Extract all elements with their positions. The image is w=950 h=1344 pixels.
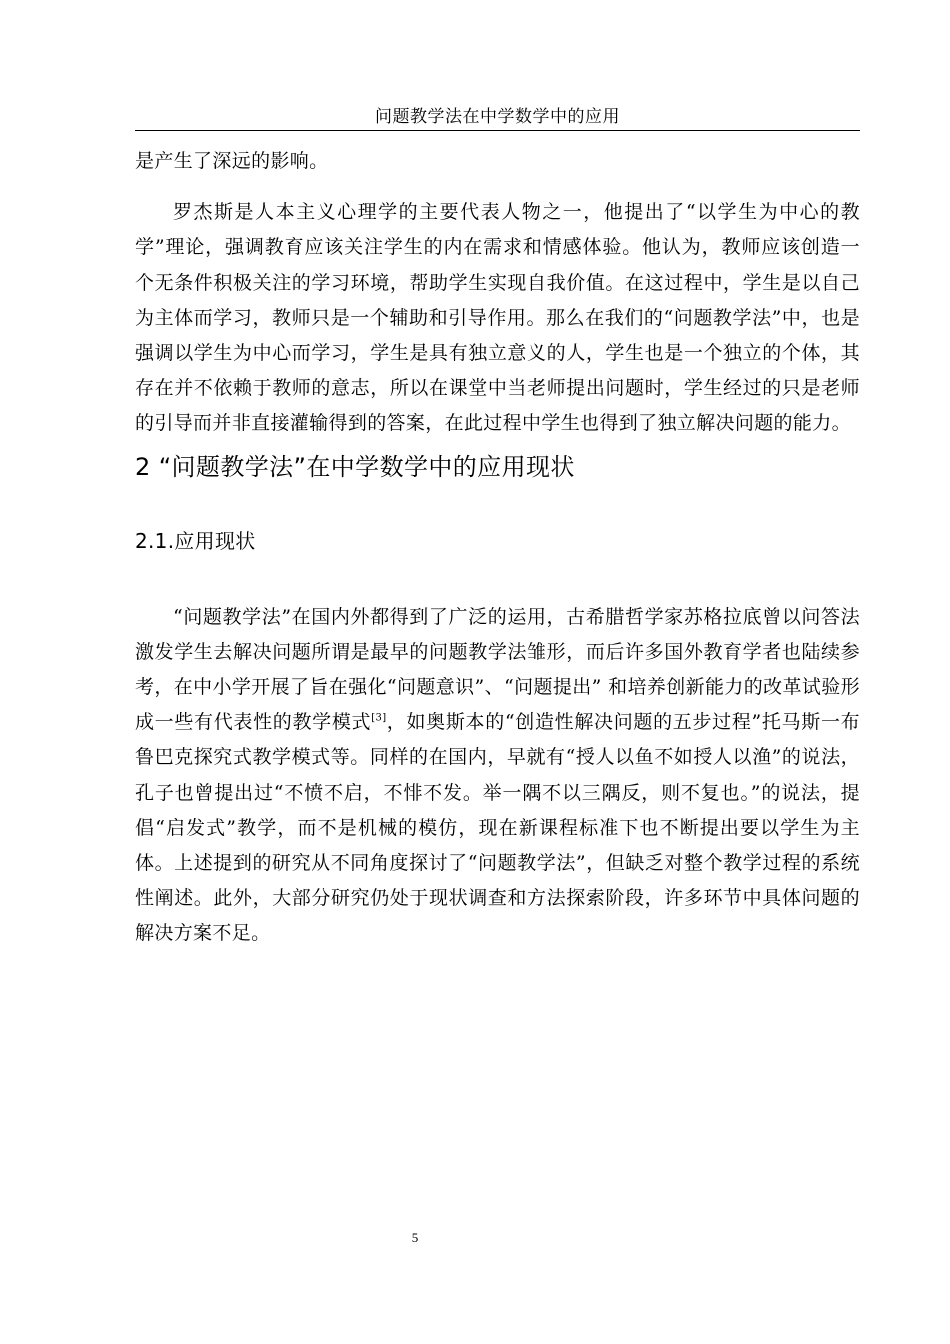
header-rule	[135, 130, 860, 131]
page-body	[135, 144, 860, 952]
page-number: 5	[411, 1230, 419, 1245]
section-heading-2: 2 “问题教学法”在中学数学中的应用现状	[135, 452, 575, 481]
running-header: 问题教学法在中学数学中的应用	[375, 107, 620, 127]
paragraph-text-part-1: “问题教学法”在国内外都得到了广泛的运用，古希腊哲学家苏格拉底曾以问答法激发学生去解决问题所谓是最早的问题教学法雏形，而后许多国外教育学者也陆续参考，在中小学开展了旨在强化“问题意识”、“问题提出” 和培养创新能力的改革试验形成一些有代表性的教学模式	[135, 605, 860, 734]
paragraph-application-status	[135, 600, 860, 952]
section-heading-2-1: 2.1.应用现状	[135, 528, 256, 553]
paragraph-continuation: 是产生了深远的影响。	[135, 150, 329, 172]
paragraph-text-part-2: ，如奥斯本的“创造性解决问题的五步过程”托马斯一布鲁巴克探究式教学模式等。同样的在国内，早就有“授人以鱼不如授人以渔”的说法，孔子也曾提出过“不愤不启，不悱不发。举一隅不以三隅反，则不复也。”的说法，提倡“启发式”教学，而不是机械的模仿，现在新课程标准下也不断提出要以学生为主体。上述提到的研究从不同角度探讨了“问题教学法”，但缺乏对整个教学过程的系统性阐述。此外，大部分研究仍处于现状调查和方法探索阶段，许多环节中具体问题的解决方案不足。	[135, 711, 861, 945]
paragraph-rogers: 罗杰斯是人本主义心理学的主要代表人物之一，他提出了“以学生为中心的教学”理论，强调教育应该关注学生的内在需求和情感体验。他认为，教师应该创造一个无条件积极关注的学习环境，帮助学生实现自我价值。在这过程中，学生是以自己为主体而学习，教师只是一个辅助和引导作用。那么在我们的“问题教学法”中，也是强调以学生为中心而学习，学生是具有独立意义的人，学生也是一个独立的个体，其存在并不依赖于教师的意志，所以在课堂中当老师提出问题时，学生经过的只是老师的引导而并非直接灌输得到的答案，在此过程中学生也得到了独立解决问题的能力。	[135, 201, 860, 435]
citation-reference[interactable]: [3]	[371, 712, 387, 724]
